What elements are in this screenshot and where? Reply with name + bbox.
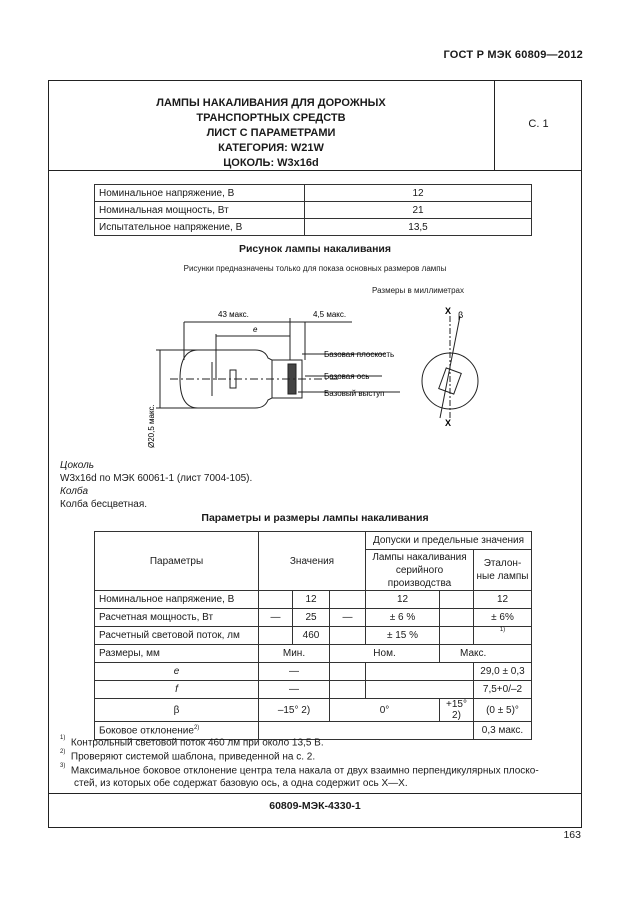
sheet-code: 60809-МЭК-4330-1 xyxy=(269,800,361,812)
cell-label: Номинальная мощность, Вт xyxy=(95,202,305,219)
footnote xyxy=(60,765,580,776)
table-row xyxy=(95,591,532,609)
cell-param: Расчетный световой поток, лм xyxy=(95,627,259,645)
cell-param: Расчетная мощность, Вт xyxy=(95,609,259,627)
cell-value: 13,5 xyxy=(305,219,532,236)
header-params: Параметры xyxy=(95,532,259,591)
table2-caption: Параметры и размеры лампы накаливания xyxy=(201,512,429,524)
lateral-label: Боковое отклонение xyxy=(99,725,194,737)
cell-param: β xyxy=(95,699,259,722)
cell xyxy=(366,681,474,699)
title-line: ТРАНСПОРТНЫХ СРЕДСТВ xyxy=(196,112,346,124)
cell-param: f xyxy=(95,681,259,699)
cell xyxy=(330,681,366,699)
table-row xyxy=(95,681,532,699)
header-nom: Ном. xyxy=(330,645,440,663)
cell-value: 21 xyxy=(305,202,532,219)
cell: ± 15 % xyxy=(366,627,440,645)
units-note: Размеры в миллиметрах xyxy=(372,286,464,295)
cell-label: Испытательное напряжение, В xyxy=(95,219,305,236)
label-key: Базовый выступ xyxy=(324,389,385,398)
cell: ± 6% xyxy=(474,609,532,627)
cell: 0° xyxy=(330,699,440,722)
cell: (0 ± 5)° xyxy=(474,699,532,722)
title-line: ЛАМПЫ НАКАЛИВАНИЯ ДЛЯ ДОРОЖНЫХ xyxy=(156,97,386,109)
header-min: Мин. xyxy=(259,645,330,663)
dim-e-label: e xyxy=(253,325,258,334)
cell: 12 xyxy=(366,591,440,609)
lamp-drawing xyxy=(140,300,500,450)
cell: — xyxy=(330,609,366,627)
cell xyxy=(440,609,474,627)
cell xyxy=(259,627,293,645)
cell xyxy=(259,591,293,609)
label-x-top: X xyxy=(445,306,452,316)
bulb-text: Колба бесцветная. xyxy=(60,499,148,510)
footnote xyxy=(60,751,315,762)
sheet-number: С. 1 xyxy=(528,118,549,130)
table-row xyxy=(95,663,532,681)
cell: 1) xyxy=(474,627,532,645)
label-axis: Базовая ось xyxy=(324,372,370,381)
table-row xyxy=(95,699,532,722)
cell: 12 xyxy=(293,591,330,609)
bulb-heading: Колба xyxy=(60,486,89,497)
cell-param: Размеры, мм xyxy=(95,645,259,663)
title-line: ЦОКОЛЬ: W3x16d xyxy=(223,157,319,169)
header-values: Значения xyxy=(259,532,366,591)
base-text: W3x16d по МЭК 60061-1 (лист 7004-105). xyxy=(60,473,253,484)
cell: — xyxy=(259,609,293,627)
title-line: ЛИСТ С ПАРАМЕТРАМИ xyxy=(206,127,336,139)
header-max: Макс. xyxy=(440,645,532,663)
cell xyxy=(330,627,366,645)
params-dims-table xyxy=(94,531,532,740)
table-row xyxy=(95,185,532,202)
footnote-number: 1) xyxy=(60,735,66,741)
code-divider xyxy=(48,793,582,794)
table-row xyxy=(95,645,532,663)
cell: ± 6 % xyxy=(366,609,440,627)
cell: — xyxy=(259,681,330,699)
cell: 12 xyxy=(474,591,532,609)
title-line: КАТЕГОРИЯ: W21W xyxy=(218,142,324,154)
footnote-number: 3) xyxy=(60,763,66,769)
header-tolerances: Допуски и предельные значения xyxy=(366,532,532,550)
cell-param: Номинальное напряжение, В xyxy=(95,591,259,609)
cell xyxy=(366,663,474,681)
cell xyxy=(330,591,366,609)
sheet-title xyxy=(48,96,494,171)
footnote-text: Проверяют системой шаблона, приведенной на с. 2. xyxy=(70,751,316,763)
page-number: 163 xyxy=(563,829,581,841)
cell: +15° 2) xyxy=(440,699,474,722)
cell: 29,0 ± 0,3 xyxy=(474,663,532,681)
cell: 0,3 макс. xyxy=(474,722,532,740)
cell: 25 xyxy=(293,609,330,627)
base-heading: Цоколь xyxy=(60,460,95,471)
cell-value: 12 xyxy=(305,185,532,202)
dim-offset-label: 4,5 макс. xyxy=(313,310,347,319)
cell xyxy=(440,627,474,645)
cell xyxy=(440,591,474,609)
table-row xyxy=(95,202,532,219)
header-standard: Эталон-ные лампы xyxy=(474,550,532,591)
cell: — xyxy=(259,663,330,681)
figure-caption: Рисунок лампы накаливания xyxy=(238,243,392,255)
cell xyxy=(330,663,366,681)
footnote-text: Максимальное боковое отклонение центра тела накала от двух взаимно перпендикулярных плоско- xyxy=(70,765,539,777)
footnote-ref: 2) xyxy=(193,724,200,731)
header-serial: Лампы накаливания серийного производства xyxy=(366,550,474,591)
table-row xyxy=(95,219,532,236)
footnote-text: Контрольный световой поток 460 лм при около 13,5 В. xyxy=(70,737,324,749)
table-row xyxy=(95,609,532,627)
label-x-bottom: X xyxy=(445,418,452,428)
cell: –15° 2) xyxy=(259,699,330,722)
cell-param: e xyxy=(95,663,259,681)
dim-length-label: 43 макс. xyxy=(218,310,249,319)
cell: 460 xyxy=(293,627,330,645)
footnote-number: 2) xyxy=(60,749,66,755)
standard-header: ГОСТ Р МЭК 60809—2012 xyxy=(443,49,583,61)
footnote xyxy=(60,737,324,748)
table-row xyxy=(95,532,532,550)
table-row xyxy=(95,627,532,645)
footnote-continued: стей, из которых обе содержат базовую ось, а одна содержит ось X—X. xyxy=(74,778,408,789)
figure-note: Рисунки предназначены только для показа основных размеров лампы xyxy=(183,264,447,273)
cell-label: Номинальное напряжение, В xyxy=(95,185,305,202)
label-plane: Базовая плоскость xyxy=(324,350,395,359)
label-beta: β xyxy=(458,310,464,320)
cell: 7,5+0/–2 xyxy=(474,681,532,699)
rated-params-table xyxy=(94,184,532,236)
dim-diameter-label: Ø20,5 макс. xyxy=(147,404,156,448)
